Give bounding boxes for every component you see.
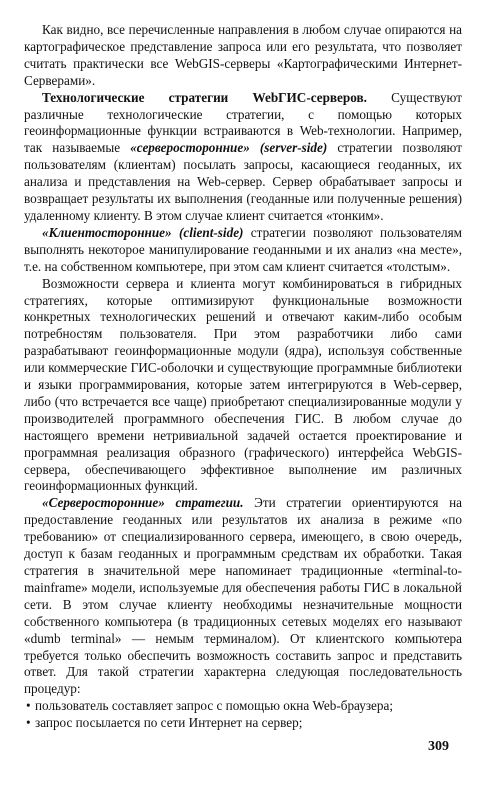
paragraph-intro xyxy=(24,22,462,90)
paragraph-hybrid-text: Возможности сервера и клиента могут комбинироваться в гибридных стратегиях, которые оптимизируют функциональные возможности конкретных технологических решений и отвечают каким-либо особым потребностям пользователя. При этом разработчики либо сами разрабатывают геоинформационные модули (ядра), используя собственные или коммерческие ГИС-оболочки и существующие программные библиотеки и языки программирования, которые затем интегрируются в Web-сервер, либо (что встречается все чаще) приобретают специализированные модули у производителей программного обеспечения ГИС. В любом случае до настоящего времени нетривиальной задачей остается проектирование и программная реализация образного (графического) интерфейса WebGIS-сервера, обеспечивающего эффективное выполнение им различных геоинформационных функций. xyxy=(24,275,462,494)
paragraph-client-side xyxy=(24,225,462,276)
paragraph-technological-text-1: Существуют различные технологические стратегии, с помощью которых геоинформационные функции встраиваются в Web-технологии. Например, так называемые xyxy=(24,89,462,156)
procedure-list xyxy=(24,698,462,732)
term-server-side: «серверосторонние» (server-side) xyxy=(130,140,328,156)
term-client-side: «Клиентосторонние» (client-side) xyxy=(42,224,244,240)
paragraph-technological-strategies xyxy=(24,90,462,225)
paragraph-technological-text-2: стратегии позволяют пользователям (клиентам) посылать запросы, касающиеся геоданных, их анализа и представления на Web-сервер. Сервер обрабатывает запросы и возвращает результаты их выполнения (геоданные или полученные решения) удаленному клиенту. В этом случае клиент считается «тонким». xyxy=(24,140,462,223)
section-heading-technological-strategies: Технологические стратегии WebГИС-серверов. xyxy=(42,89,367,105)
paragraph-hybrid-strategies xyxy=(24,276,462,496)
paragraph-intro-text: Как видно, все перечисленные направления в любом случае опираются на картографическое представление запроса или его результата, что позволяет считать практически все WebGIS-серверы «Картографическими Интернет-Серверами». xyxy=(24,22,462,88)
page-number: 309 xyxy=(428,739,449,754)
book-page xyxy=(24,22,462,732)
paragraph-server-side-strategies xyxy=(24,495,462,698)
list-item: • пользователь составляет запрос с помощью окна Web-браузера; xyxy=(24,698,462,715)
section-heading-server-side-strategies: «Серверосторонние» стратегии. xyxy=(42,495,244,511)
paragraph-server-side-text: Эти стратегии ориентируются на предоставление геоданных или результатов их анализа в режиме «по требованию» от специализированного сервера, имеющего, в свою очередь, доступ к базам геоданных и программным средствам их обработки. Такая стратегия в значительной мере напоминает традиционные «terminal-to-mainframe» модели, используемые для обеспечения работы ГИС в локальной сети. В этом случае клиенту необходимы незначительные мощности собственного компьютера (в традиционных сетевых моделях его называют «dumb terminal» — немым терминалом). От клиентского компьютера требуется только обеспечить возможность составить запрос и представить ответ. Для такой стратегии характерна следующая последовательность процедур: xyxy=(24,495,462,697)
paragraph-client-side-text: стратегии позволяют пользователям выполнять некоторое манипулирование геоданными и их анализ «на месте», т.е. на собственном компьютере, при этом сам клиент считается «толстым». xyxy=(24,224,462,274)
list-item: • запрос посылается по сети Интернет на сервер; xyxy=(24,715,462,732)
